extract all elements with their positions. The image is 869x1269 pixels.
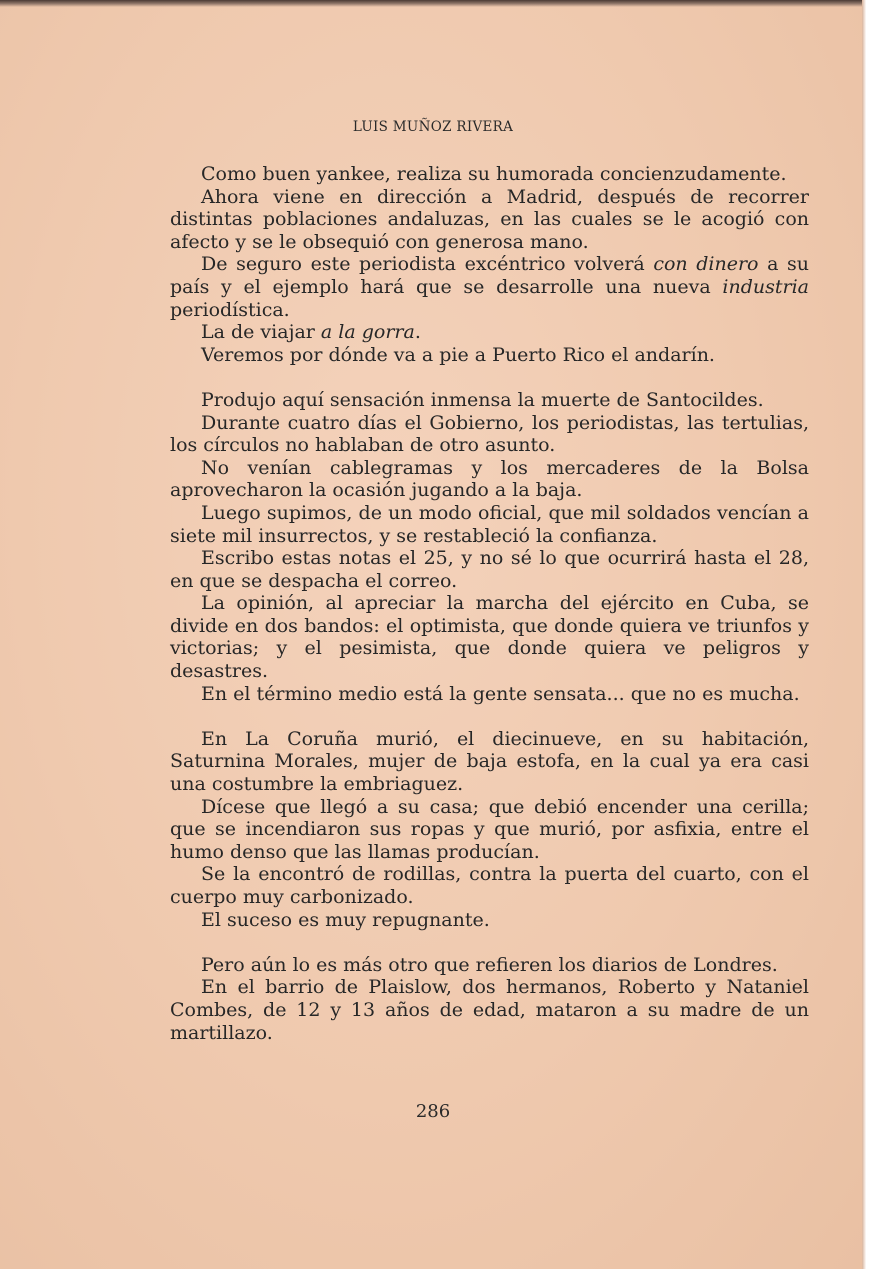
italic-phrase: con dinero [653, 253, 759, 276]
paragraph [170, 321, 809, 344]
paragraph [170, 253, 809, 321]
paragraph: Dícese que llegó a su casa; que debió encender una cerilla; que se incendiaron sus ropas y que murió, por asfixia, entre el humo denso que las llamas producían. [170, 795, 809, 863]
page-top-shadow [0, 0, 866, 7]
paragraph: En el barrio de Plaislow, dos hermanos, Roberto y Nataniel Combes, de 12 y 13 años de edad, mataron a su madre de un martillazo. [170, 976, 809, 1044]
paragraph: En el término medio está la gente sensata... que no es mucha. [201, 682, 800, 705]
paragraph: Como buen yankee, realiza su humorada concienzudamente. [201, 163, 787, 185]
running-header: LUIS MUÑOZ RIVERA [352, 119, 514, 135]
italic-phrase: industria [722, 275, 809, 298]
paragraph: Durante cuatro días el Gobierno, los periodistas, las tertulias, los círculos no hablaban de otro asunto. [170, 411, 809, 457]
italic-phrase: a la gorra [320, 321, 415, 344]
paragraph: Ahora viene en dirección a Madrid, después de recorrer distintas poblaciones andaluzas, en las cuales se le acogió con afecto y se le obsequió con generosa mano. [170, 185, 809, 253]
paragraph-text: a su país y el ejemplo hará que se desarrolle una nueva [170, 253, 809, 298]
paragraph: No venían cablegramas y los mercaderes de la Bolsa aprovecharon la ocasión jugando a la baja. [170, 456, 809, 502]
paragraph: La opinión, al apreciar la marcha del ejército en Cuba, se divide en dos bandos: el optimista, que donde quiera ve triunfos y victorias; y el pesimista, que donde quiera ve peligros y desastres. [170, 592, 809, 683]
page-right-edge [862, 0, 869, 1269]
paragraph: Escribo estas notas el 25, y no sé lo que ocurrirá hasta el 28, en que se despacha el correo. [170, 547, 809, 592]
paragraph-text: periodística. [170, 298, 290, 321]
paragraph: En La Coruña murió, el diecinueve, en su habitación, Saturnina Morales, mujer de baja estofa, en la cual ya era casi una costumbre la embriaguez. [170, 727, 809, 796]
paragraph: Veremos por dónde va a pie a Puerto Rico el andarín. [201, 343, 715, 366]
paragraph: Pero aún lo es más otro que refieren los diarios de Londres. [201, 953, 778, 976]
paragraph: El suceso es muy repugnante. [201, 908, 490, 931]
paragraph: Se la encontró de rodillas, contra la puerta del cuarto, con el cuerpo muy carbonizado. [170, 863, 809, 908]
paragraph-text: . [414, 321, 421, 344]
paragraph: Luego supimos, de un modo oficial, que mil soldados vencían a siete mil insurrectos, y se restableció la confianza. [170, 501, 809, 547]
paragraph-text: De seguro este periodista excéntrico volverá [201, 253, 654, 276]
body-text [170, 163, 809, 1044]
paragraph: Produjo aquí sensación inmensa la muerte de Santocildes. [201, 388, 764, 411]
page-number: 286 [415, 1101, 451, 1122]
paragraph-text: La de viajar [201, 321, 321, 344]
